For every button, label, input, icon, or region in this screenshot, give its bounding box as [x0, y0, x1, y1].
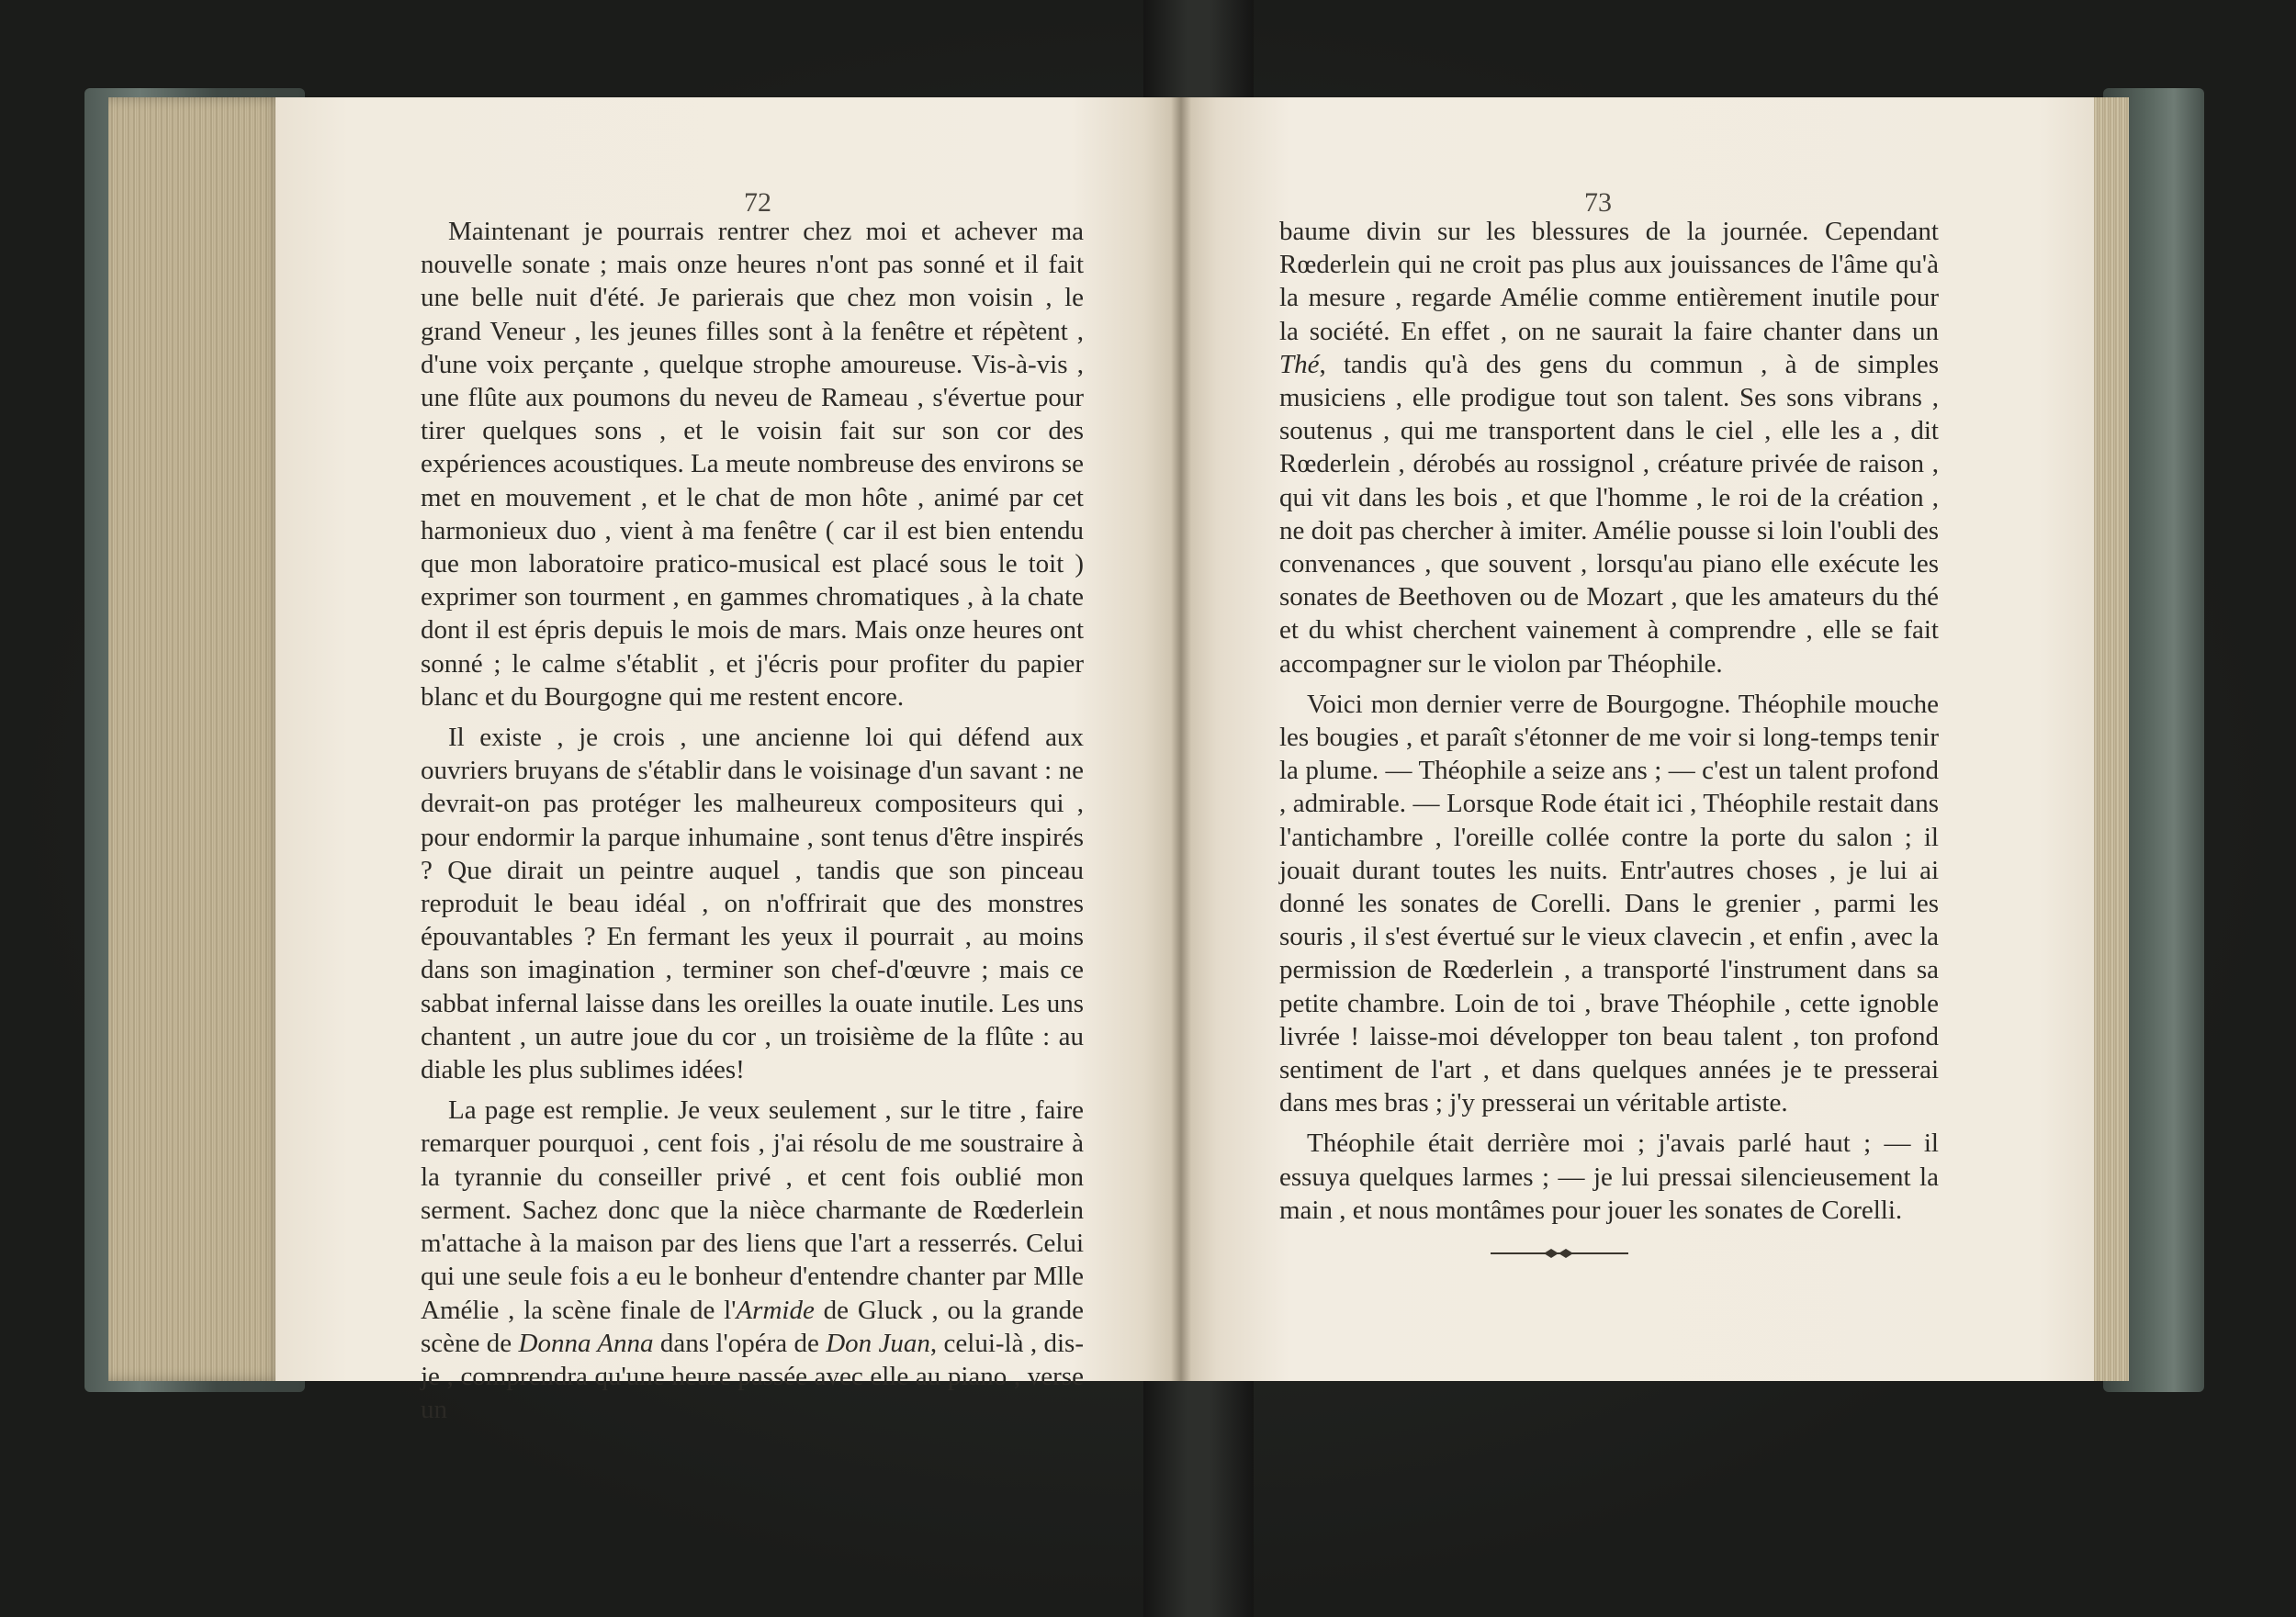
left-page-text	[421, 215, 1084, 1426]
paragraph-text: baume divin sur les blessures de la journée. Cependant Rœderlein qui ne croit pas plus aux jouissances de l'âme qu'à la mesure , regarde Amélie comme entièrement inutile pour la société. En effet , on ne saurait la faire chanter dans un	[1279, 217, 1939, 346]
italic-title-text: Donna Anna	[518, 1328, 654, 1358]
paragraph	[1279, 215, 1939, 680]
paragraph-text: Théophile était derrière moi ; j'avais parlé haut ; — il essuya quelques larmes ; — je lui pressai silencieusement la main , et nous montâmes pour jouer les sonates de Corelli.	[1279, 1129, 1939, 1225]
paragraph-text: , tandis qu'à des gens du commun , à de simples musiciens , elle prodigue tout son talent. Ses sons vibrans , soutenus , qui me transportent dans le ciel , elle les a , dit Rœderlein , dérobés au rossignol , créature privée de raison , qui vit dans les bois , et que l'homme , le roi de la création , ne doit pas chercher à imiter. Amélie pousse si loin l'oubli des convenances , que souvent , lorsqu'au piano elle exécute les sonates de Beethoven ou de Mozart , que les amateurs du thé et du whist cherchent vainement à comprendre , elle se fait accompagner sur le violon par Théophile.	[1279, 349, 1939, 679]
paragraph	[421, 215, 1084, 713]
right-page	[1180, 97, 2094, 1381]
page-number: 73	[1584, 187, 1612, 218]
paragraph	[421, 721, 1084, 1086]
paragraph-text: dans l'opéra de	[653, 1328, 827, 1358]
page-number: 72	[744, 187, 771, 218]
left-page	[276, 97, 1180, 1425]
paragraph-text: , celui-là , dis-je , comprendra qu'une heure passée avec elle au piano , verse un	[421, 1328, 1084, 1425]
paragraph	[1279, 1127, 1939, 1227]
paragraph	[1279, 688, 1939, 1120]
paragraph-text: La page est remplie. Je veux seulement , sur le titre , faire remarquer pourquoi , cent fois , j'ai résolu de me soustraire à la tyrannie du conseiller privé , et cent fois oublié mon serment. Sachez donc que la nièce charmante de Rœderlein m'attache à la maison par des liens que l'art a resserrés. Celui qui une seule fois a eu le bonheur d'entendre chanter par Mlle Amélie , la scène finale de l'	[421, 1095, 1084, 1325]
paragraph-text: Maintenant je pourrais rentrer chez moi et achever ma nouvelle sonate ; mais onze heures n'ont pas sonné et il fait une belle nuit d'été. Je parierais que chez mon voisin , le grand Veneur , les jeunes filles sont à la fenêtre et répètent , d'une voix perçante , quelque strophe amoureuse. Vis-à-vis , une flûte aux poumons du neveu de Rameau , s'évertue pour tirer quelques sons , et le voisin fait sur son cor des expériences acoustiques. La meute nombreuse des environs se met en mouvement , et le chat de mon hôte , animé par cet harmonieux duo , vient à ma fenêtre ( car il est bien entendu que mon laboratoire pratico-musical est placé sous le toit ) exprimer son tourment , en gammes chromatiques , à la chate dont il est épris depuis le mois de mars. Mais onze heures ont sonné ; le calme s'établit , et j'écris pour profiter du papier blanc et du Bourgogne qui me restent encore.	[421, 217, 1084, 712]
end-ornament	[1491, 1245, 1628, 1262]
italic-title-text: Armide	[736, 1295, 815, 1325]
book-gutter	[1171, 97, 1191, 1381]
right-page-text	[1279, 215, 1939, 1227]
page-edges-left	[108, 97, 283, 1381]
paragraph-text: Voici mon dernier verre de Bourgogne. Théophile mouche les bougies , et paraît s'étonner de me voir si long-temps tenir la plume. — Théophile a seize ans ; — c'est un talent profond , admirable. — Lorsque Rode était ici , Théophile restait dans l'antichambre , l'oreille collée contre la porte du salon ; il jouait durant toutes les nuits. Entr'autres choses , je lui ai donné les sonates de Corelli. Dans le grenier , parmi les souris , il s'est évertué sur le vieux clavecin , et enfin , avec la permission de Rœderlein , a transporté l'instrument dans sa petite chambre. Loin de toi , brave Théophile , cette ignoble livrée ! laisse-moi développer ton beau talent , ton profond sentiment de l'art , et dans quelques années je te presserai dans mes bras ; j'y presserai un véritable artiste.	[1279, 689, 1939, 1118]
italic-title-text: Thé	[1279, 349, 1320, 379]
paragraph	[421, 1094, 1084, 1426]
page-edges-right	[2092, 97, 2129, 1381]
paragraph-text: de Gluck , ou la grande scène de	[421, 1295, 1084, 1358]
paragraph-text: Il existe , je crois , une ancienne loi qui défend aux ouvriers bruyans de s'établir dans le voisinage d'un savant : ne devrait-on pas protéger les malheureux compositeurs qui , pour endormir la parque inhumaine , sont tenus d'être inspirés ? Que dirait un peintre auquel , tandis que son pinceau reproduit le beau idéal , on n'offrirait que des monstres épouvantables ? En fermant les yeux il pourrait , au moins dans son imagination , terminer son chef-d'œuvre ; mais ce sabbat infernal laisse dans les oreilles la ouate inutile. Les uns chantent , un autre joue du cor , un troisième de la flûte : au diable les plus sublimes idées!	[421, 723, 1084, 1085]
italic-title-text: Don Juan	[826, 1328, 930, 1358]
